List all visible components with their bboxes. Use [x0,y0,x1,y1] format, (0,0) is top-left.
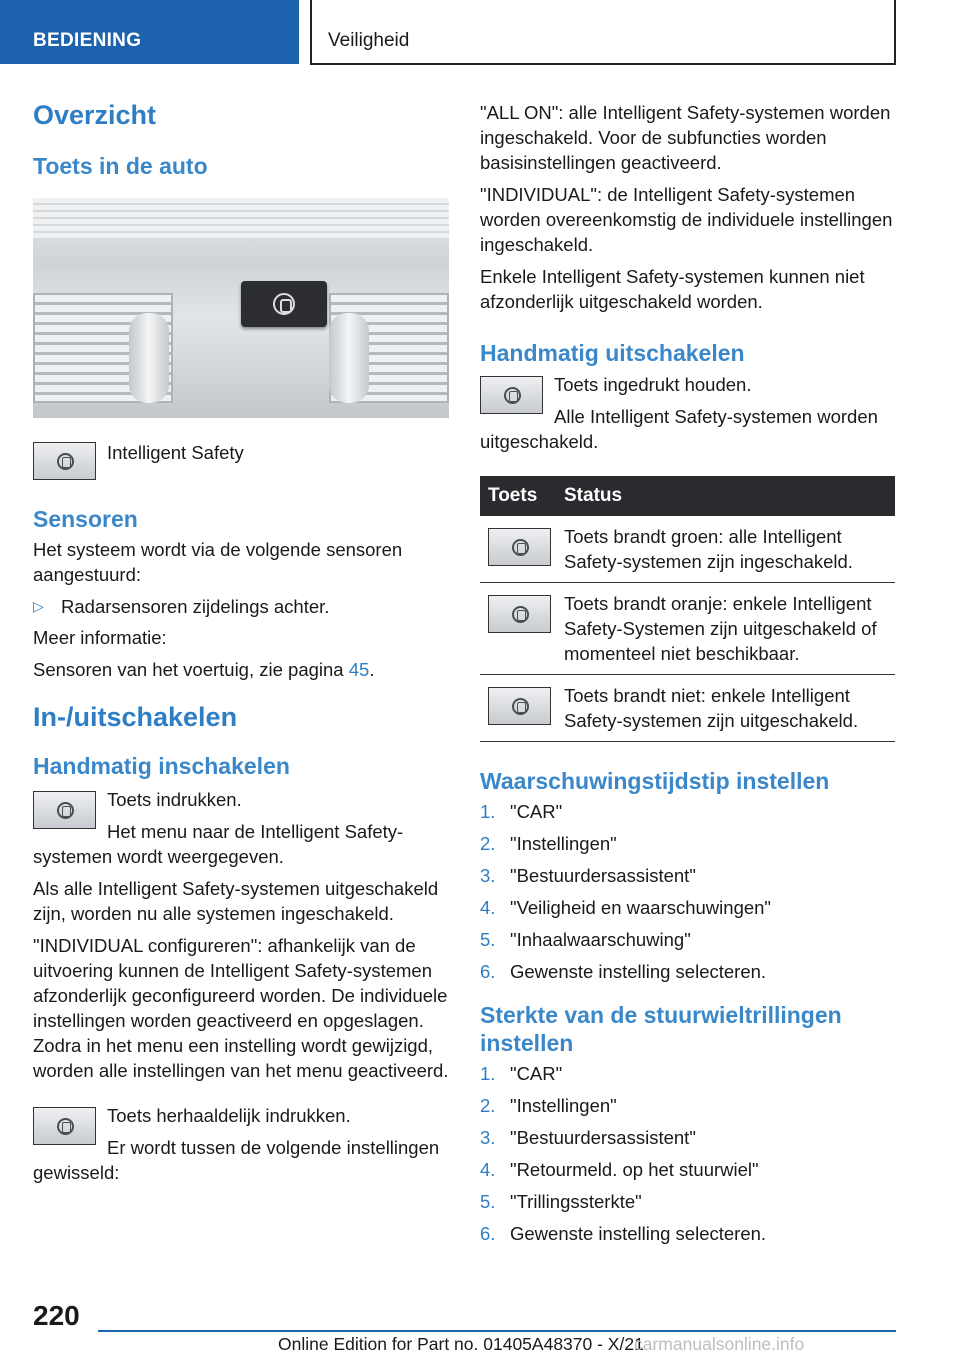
page-header [0,0,960,66]
herhaaldelijk-row [33,1103,449,1185]
heading-sterkte-stuurwieltrillingen: Sterkte van de stuurwieltrillingen instellen [480,1002,842,1056]
vent-knob-left [129,313,169,403]
status-cell: Toets brandt oranje: enkele Intelligent Safety-Systemen zijn uitgeschakeld of momenteel niet beschikbaar. [556,582,895,674]
intelligent-safety-key-icon [33,442,96,480]
footer-divider [98,1330,896,1332]
list-item: 4. "Retourmeld. op het stuurwiel" [480,1159,759,1181]
gewisseld-text: Er wordt tussen de volgende instellingen gewisseld: [33,1136,440,1183]
uitschakelen-row [480,372,896,454]
list-item: 1. "CAR" [480,801,563,823]
als-alle-text: Als alle Intelligent Safety-systemen uitgeschakeld zijn, worden nu alle systemen ingeschakeld. [33,877,439,924]
status-cell: Toets brandt groen: alle Intelligent Safety-systemen zijn ingeschakeld. [556,516,895,583]
dashboard-band [33,198,449,238]
intelligent-safety-key-icon [480,376,543,414]
list-item: 6. Gewenste instelling selecteren. [480,961,767,983]
heading-handmatig-inschakelen: Handmatig inschakelen [33,753,290,780]
intelligent-safety-button-photo [241,281,327,327]
list-item: ▷ Radarsensoren zijdelings achter. [33,596,330,618]
steps-sterkte [480,1061,896,1246]
triangle-right-icon: ▷ [33,598,44,615]
sensor-list [33,594,449,619]
chapter-title: Veiligheid [310,0,896,65]
heading-waarschuwingstijdstip: Waarschuwingstijdstip instellen [480,767,830,794]
table-header-row [480,476,895,516]
intelligent-safety-key-icon [488,528,551,566]
toets-ingedrukt: Toets ingedrukt houden. [554,373,752,395]
vent-knob-right [329,313,369,403]
watermark: carmanualsonline.info [634,1334,805,1354]
edition-text: Online Edition for Part no. 01405A48370 - X/21 [278,1334,644,1354]
menu-text: Het menu naar de Intelligent Safety-systemen wordt weergegeven. [33,820,404,867]
list-item: 3. "Bestuurdersassistent" [480,865,696,887]
sensoren-reference: Sensoren van het voertuig, zie pagina 45. [33,659,375,681]
column-header-status: Status [556,476,895,516]
intelligent-safety-key-icon [33,1107,96,1145]
heading-overzicht: Overzicht [33,100,157,130]
list-item: 4. "Veiligheid en waarschuwingen" [480,897,771,919]
heading-in-uitschakelen: In-/uitschakelen [33,702,238,733]
individual-configureren-text: "INDIVIDUAL configureren": afhankelijk van de uitvoering kunnen de Intelligent Safety-systemen afzonderlijk geconfigureerd worden. De individuele instellingen worden geactiveerd en opgeslagen. Zodra in het menu een instelling wordt gewijzigd, worden alle instellingen van het menu geactiveerd. [33,934,449,1081]
page-link[interactable]: 45 [348,659,370,681]
right-column [480,100,896,1253]
list-item: 3. "Bestuurdersassistent" [480,1127,696,1149]
steps-waarschuwing [480,799,896,984]
sensoren-text: Het systeem wordt via de volgende sensoren aangestuurd: [33,539,403,586]
left-column [33,100,449,1192]
inschakelen-row [33,787,449,869]
heading-handmatig-uitschakelen: Handmatig uitschakelen [480,340,745,366]
intelligent-safety-key-icon [488,595,551,633]
heading-sensoren: Sensoren [33,505,138,532]
list-item: 2. "Instellingen" [480,833,617,855]
table-row [480,674,895,741]
toets-herhaaldelijk: Toets herhaaldelijk indrukken. [107,1104,351,1126]
enkele-text: Enkele Intelligent Safety-systemen kunnen niet afzonderlijk uitgeschakeld worden. [480,266,865,312]
intelligent-safety-key-icon [33,791,96,829]
table-row [480,582,895,674]
list-item: 5. "Inhaalwaarschuwing" [480,929,691,951]
car-button-photo [33,198,449,418]
meer-informatie: Meer informatie: [33,627,167,649]
status-cell: Toets brandt niet: enkele Intelligent Safety-systemen zijn uitgeschakeld. [556,674,895,741]
heading-toets-in-de-auto: Toets in de auto [33,153,208,180]
key-legend-row [33,434,449,484]
table-row [480,516,895,583]
column-header-toets: Toets [480,476,556,516]
toets-indrukken: Toets indrukken. [107,788,242,810]
status-table [480,476,895,742]
list-item: 2. "Instellingen" [480,1095,617,1117]
page-number: 220 [33,1300,80,1331]
individual-text: "INDIVIDUAL": de Intelligent Safety-systemen worden overeenkomstig de individuele instellingen ingeschakeld. [480,184,893,255]
intelligent-safety-label: Intelligent Safety [107,441,244,463]
section-title: BEDIENING [0,0,299,64]
all-on-text: "ALL ON": alle Intelligent Safety-systemen worden ingeschakeld. Voor de subfuncties worden basisinstellingen geactiveerd. [480,102,891,173]
alle-uit-text: Alle Intelligent Safety-systemen worden uitgeschakeld. [480,405,878,452]
list-item: 6. Gewenste instelling selecteren. [480,1223,767,1245]
list-item: 1. "CAR" [480,1063,563,1085]
intelligent-safety-icon [273,293,295,315]
intelligent-safety-key-icon [488,687,551,725]
list-item: 5. "Trillingssterkte" [480,1191,642,1213]
